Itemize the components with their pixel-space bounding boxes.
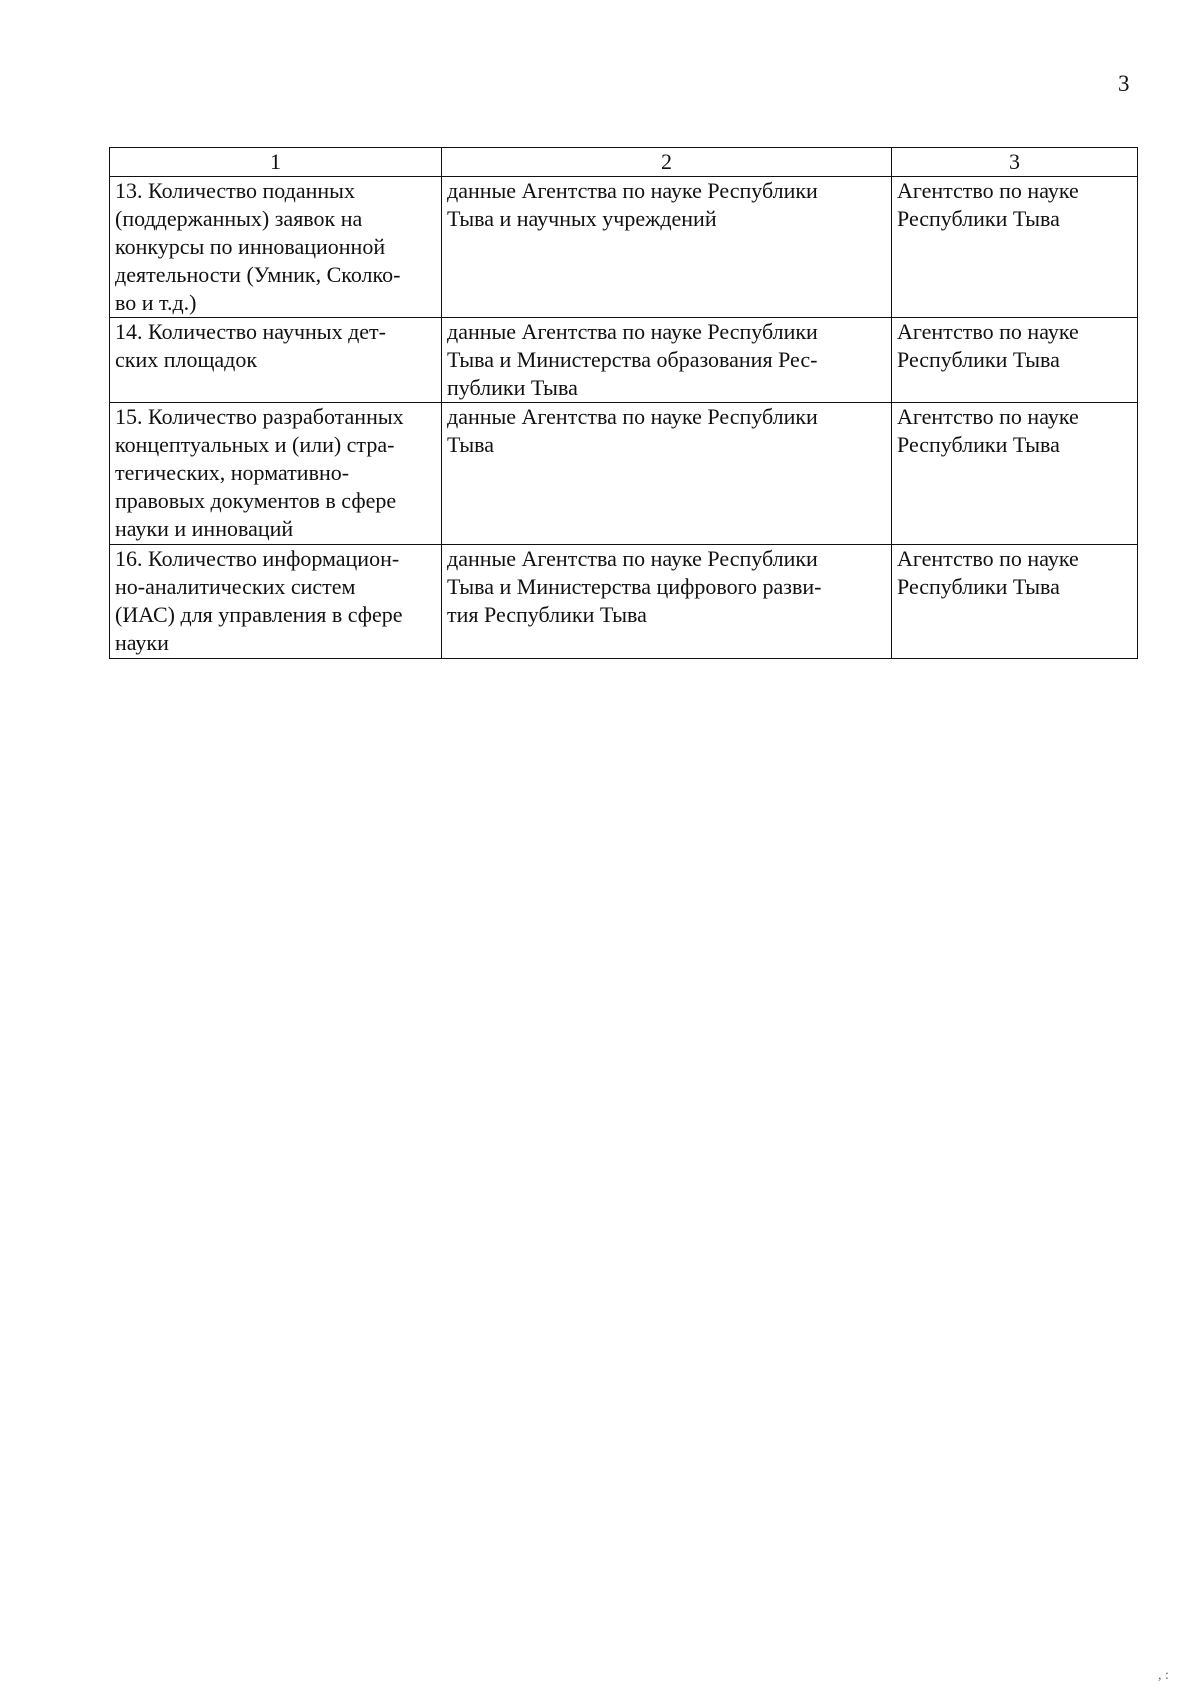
column-header-1: 1 [110, 148, 442, 177]
table-row [110, 177, 1138, 318]
source-cell [442, 545, 892, 659]
responsible-text: Агентство по науке Республики Тыва [897, 178, 1079, 231]
responsible-cell [892, 403, 1138, 545]
indicator-text: 15. Количество разработанных концептуальных и (или) стра- тегических, нормативно- правовых документов в сфере науки и инноваций [115, 404, 404, 541]
indicator-text: 14. Количество научных дет- ских площадок [115, 319, 386, 372]
table-row [110, 545, 1138, 659]
indicator-cell [110, 545, 442, 659]
page-number: 3 [1118, 71, 1130, 96]
source-cell [442, 403, 892, 545]
responsible-text: Агентство по науке Республики Тыва [897, 546, 1079, 599]
source-text: данные Агентства по науке Республики Тыва и научных учреждений [447, 178, 818, 231]
table-row [110, 403, 1138, 545]
responsible-cell [892, 545, 1138, 659]
table-row [110, 318, 1138, 403]
responsible-text: Агентство по науке Республики Тыва [897, 404, 1079, 457]
source-text: данные Агентства по науке Республики Тыва [447, 404, 818, 457]
indicator-cell [110, 177, 442, 318]
responsible-cell [892, 318, 1138, 403]
indicators-table [109, 147, 1138, 659]
table-header-row [110, 148, 1138, 177]
responsible-cell [892, 177, 1138, 318]
source-cell [442, 318, 892, 403]
column-header-2: 2 [442, 148, 892, 177]
scan-mark: , : [1158, 1668, 1169, 1683]
source-cell [442, 177, 892, 318]
indicator-text: 16. Количество информацион- но-аналитических систем (ИАС) для управления в сфере науки [115, 546, 403, 655]
indicator-cell [110, 403, 442, 545]
source-text: данные Агентства по науке Республики Тыва и Министерства цифрового разви- тия Республики Тыва [447, 546, 822, 627]
source-text: данные Агентства по науке Республики Тыва и Министерства образования Рес- публики Тыва [447, 319, 818, 400]
indicator-cell [110, 318, 442, 403]
responsible-text: Агентство по науке Республики Тыва [897, 319, 1079, 372]
column-header-3: 3 [892, 148, 1138, 177]
indicator-text: 13. Количество поданных (поддержанных) заявок на конкурсы по инновационной деятельности (Умник, Сколко- во и т.д.) [115, 178, 401, 315]
